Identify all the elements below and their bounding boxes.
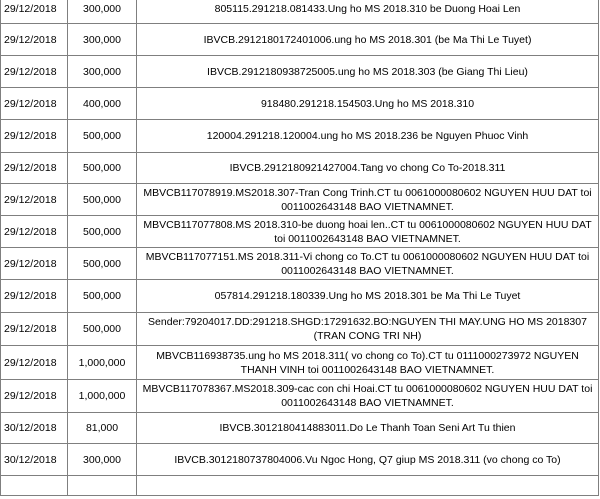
table-row (1, 120, 599, 153)
date-cell: 29/12/2018 (1, 313, 68, 346)
table-row (1, 0, 599, 24)
date-cell: 29/12/2018 (1, 0, 68, 24)
table-row (1, 24, 599, 56)
amount-cell: 400,000 (68, 88, 137, 120)
amount-cell: 500,000 (68, 153, 137, 184)
description-cell: 918480.291218.154503.Ung ho MS 2018.310 (137, 88, 599, 120)
table-row (1, 313, 599, 346)
description-cell: Sender:79204017.DD:291218.SHGD:17291632.BO:NGUYEN THI MAY.UNG HO MS 2018307 (TRAN CONG TRI NH) (137, 313, 599, 346)
table-row (1, 153, 599, 184)
date-cell (1, 476, 68, 496)
amount-cell: 300,000 (68, 24, 137, 56)
table-row (1, 476, 599, 496)
description-cell: MBVCB117077151.MS 2018.311-Vi chong co To.CT tu 0061000080602 NGUYEN HUU DAT toi 0011002643148 BAO VIETNAMNET. (137, 248, 599, 280)
amount-cell: 500,000 (68, 313, 137, 346)
description-cell: 805115.291218.081433.Ung ho MS 2018.310 be Duong Hoai Len (137, 0, 599, 24)
amount-cell: 500,000 (68, 280, 137, 313)
date-cell: 29/12/2018 (1, 380, 68, 413)
date-cell: 29/12/2018 (1, 280, 68, 313)
description-cell: IBVCB.3012180737804006.Vu Ngoc Hong, Q7 giup MS 2018.311 (vo chong co To) (137, 444, 599, 476)
date-cell: 29/12/2018 (1, 346, 68, 380)
table-row (1, 346, 599, 380)
description-cell: IBVCB.2912180172401006.ung ho MS 2018.301 (be Ma Thi Le Tuyet) (137, 24, 599, 56)
amount-cell: 1,000,000 (68, 346, 137, 380)
amount-cell: 300,000 (68, 56, 137, 88)
amount-cell: 300,000 (68, 0, 137, 24)
table-row (1, 184, 599, 216)
table-row (1, 216, 599, 248)
date-cell: 29/12/2018 (1, 24, 68, 56)
date-cell: 30/12/2018 (1, 413, 68, 444)
table-row (1, 248, 599, 280)
description-cell: MBVCB117078367.MS2018.309-cac con chi Hoai.CT tu 0061000080602 NGUYEN HUU DAT toi 0011002643148 BAO VIETNAMNET. (137, 380, 599, 413)
date-cell: 29/12/2018 (1, 216, 68, 248)
amount-cell: 500,000 (68, 216, 137, 248)
description-cell (137, 476, 599, 496)
table-row (1, 280, 599, 313)
table-row (1, 56, 599, 88)
amount-cell: 500,000 (68, 248, 137, 280)
description-cell: IBVCB.3012180414883011.Do Le Thanh Toan Seni Art Tu thien (137, 413, 599, 444)
description-cell: MBVCB116938735.ung ho MS 2018.311( vo chong co To).CT tu 0111000273972 NGUYEN THANH VINH toi 0011002643148 BAO VIETNAMNET. (137, 346, 599, 380)
table-row (1, 413, 599, 444)
date-cell: 29/12/2018 (1, 88, 68, 120)
description-cell: 057814.291218.180339.Ung ho MS 2018.301 be Ma Thi Le Tuyet (137, 280, 599, 313)
description-cell: 120004.291218.120004.ung ho MS 2018.236 be Nguyen Phuoc Vinh (137, 120, 599, 153)
date-cell: 29/12/2018 (1, 248, 68, 280)
date-cell: 29/12/2018 (1, 120, 68, 153)
date-cell: 30/12/2018 (1, 444, 68, 476)
date-cell: 29/12/2018 (1, 56, 68, 88)
date-cell: 29/12/2018 (1, 153, 68, 184)
amount-cell: 300,000 (68, 444, 137, 476)
description-cell: MBVCB117077808.MS 2018.310-be duong hoai len..CT tu 0061000080602 NGUYEN HUU DAT toi 0011002643148 BAO VIETNAMNET. (137, 216, 599, 248)
table-row (1, 88, 599, 120)
description-cell: IBVCB.2912180938725005.ung ho MS 2018.303 (be Giang Thi Lieu) (137, 56, 599, 88)
table-row (1, 380, 599, 413)
amount-cell: 81,000 (68, 413, 137, 444)
description-cell: IBVCB.2912180921427004.Tang vo chong Co To-2018.311 (137, 153, 599, 184)
amount-cell (68, 476, 137, 496)
amount-cell: 1,000,000 (68, 380, 137, 413)
date-cell: 29/12/2018 (1, 184, 68, 216)
description-cell: MBVCB117078919.MS2018.307-Tran Cong Trinh.CT tu 0061000080602 NGUYEN HUU DAT toi 0011002643148 BAO VIETNAMNET. (137, 184, 599, 216)
amount-cell: 500,000 (68, 120, 137, 153)
amount-cell: 500,000 (68, 184, 137, 216)
table-row (1, 444, 599, 476)
